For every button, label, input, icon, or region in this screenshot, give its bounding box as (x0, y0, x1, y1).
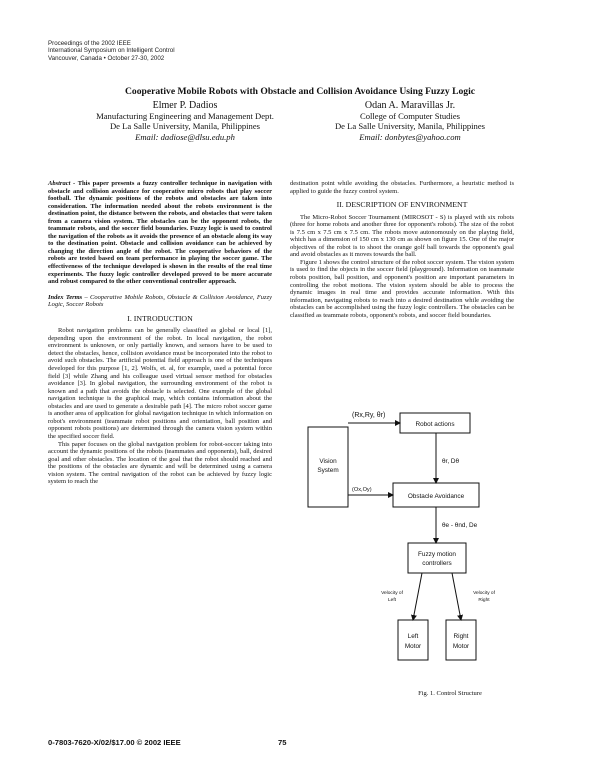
arrow-left-velocity (413, 573, 422, 620)
index-terms (48, 294, 272, 309)
proceedings-header (48, 40, 175, 62)
obstacle-pos-label: (Ox,Oy) (352, 487, 372, 493)
author-affiliation: De La Salle University, Manila, Philippines (334, 121, 486, 132)
paper-title: Cooperative Mobile Robots with Obstacle and Collision Avoidance Using Fuzzy Logic (125, 86, 475, 97)
fuzzy-label-1: Fuzzy motion (417, 551, 457, 558)
section-2-heading: II. DESCRIPTION OF ENVIRONMENT (336, 200, 468, 210)
left-column (48, 180, 272, 486)
author-block-2 (300, 101, 520, 142)
vel-right-label-2: Right (478, 598, 490, 603)
intro-paragraph-1: Robot navigation problems can be generally classified as global or local [1], depending upon the environment of the robot. In local navigation, the robot environment is unknown, or only partially known, and sensors have to be used to detect the obstacles, hence, collision avoidance must be incorporated into the robot to avoid such obstacles. The artificial potential field approach is one of the techniques developed for this purpose [1, 2]. Wolfs, et. al, for example, used a potential force field [3] while Zhang and his colleague used virtual sensor method for obstacles avoidance [3]. In global navigation, the surrounding environment of the robot is known and a path that avoids the obstacle is selected. One example of the global navigation technique is the graphical map, which contains information about the obstacles and are used to generate a desirable path [4]. The micro robot soccer game is another area of application for global navigation technique in which information on robot's environment (teammate robot positions and orientation, ball position and opponent robots positions) are determined through the camera vision system within the specified soccer field. (48, 327, 272, 440)
environment-paragraph-2: Figure 1 shows the control structure of the robot soccer system. The vision system is used to find the objects in the soccer field (playground). Information on teammate robots position, ball position, and opponent's position are important parameters in controlling the robot motions. The vision system should be able to process the dynamic images in real time and provides accurate information. With this information, navigating robots to reach into a desired destination while avoiding the obstacles can be accomplished using the fuzzy logic controllers. The obstacles can be classified as teammate robots, opponent's robots, and soccer field boundaries. (290, 258, 514, 319)
right-motor-box (446, 620, 476, 660)
author-dept: College of Computer Studies (359, 111, 460, 122)
page-number: 75 (278, 738, 287, 747)
right-column (290, 180, 514, 319)
vel-right-label-1: Velocity of (473, 591, 495, 596)
vel-left-label-1: Velocity of (381, 591, 403, 596)
robot-pos-label: (Rx,Ry, θr) (352, 412, 386, 419)
author-email: Email: donbytes@yahoo.com (359, 131, 461, 142)
environment-paragraph-1: The Micro-Robot Soccer Tournament (MIROSOT - S) is played with six robots (three for home robots and another three for opponent's robots). The size of the robot is 7.5 cm x 7.5 cm x 7.5 cm. The robots move autonomously on the playing field, which has a dimension of 150 cm x 130 cm as shown on figure 15. One of the major objectives of the robot is to shoot the orange golf ball towards the opponent's goal and avoid obstacles as it moves towards the ball. (290, 213, 514, 259)
section-1-heading: I. INTRODUCTION (127, 313, 193, 323)
figure-caption: Fig. 1. Control Structure (418, 690, 482, 697)
robot-actions-label: Robot actions (415, 421, 455, 428)
intro-paragraph-2: This paper focuses on the global navigation problem for robot-soccer taking into account the dynamic positions of the robots (teammates and opponents), ball, desired goal and other obstacles. The location of the goal that the robot should reached and the positions of the obstacles are dynamic and will be determined using a camera vision system. The central navigation of the robot can be achieved by fuzzy logic system to reach the (48, 440, 272, 486)
abstract-label: Abstract (48, 180, 71, 187)
fuzzy-label-2: controllers (422, 560, 452, 567)
author-affiliation: De La Salle University, Manila, Philippines (109, 121, 261, 132)
vision-label-2: System (317, 467, 339, 474)
author-block-1 (60, 101, 310, 142)
right-motor-label-2: Motor (452, 643, 470, 650)
vision-label-1: Vision (319, 458, 337, 465)
author-email: Email: dadiose@dlsu.edu.ph (135, 131, 235, 142)
left-motor-label-2: Motor (404, 643, 422, 650)
obstacle-label: Obstacle Avoidance (407, 493, 465, 500)
left-motor-box (398, 620, 428, 660)
abstract-text: - This paper presents a fuzzy controller technique in navigation with obstacle and collision avoidance for cooperative micro robots that play soccer football. The dynamic positions of the robots and obstacles are taken into consideration. The information needed about the robots environment is the destination point, the distance between the robots, and obstacles that were taken from a camera vision system. The obstacles can be the opponent robots, the teammate robots, and the soccer field boundaries. Fuzzy logic is used to control the navigation of the robots as it avoids the presence of an obstacle along its way to the destination point. Obstacle and collision avoidance can be achieved by changing the direction angle of the robot. The cooperative behaviors of the robots are tested based on team performance in playing the soccer game. The effectiveness of the technique developed is shown in the results of the real time experiments. The fuzzy logic controller developed proved to be more accurate and robust compared to the other conventional controller approach. (48, 180, 272, 286)
abstract (48, 180, 272, 286)
author-dept: Manufacturing Engineering and Management Dept. (96, 111, 274, 122)
arrow-right-velocity (452, 573, 461, 620)
theta-diff-label: θe - θnd, De (442, 522, 478, 529)
author-name: Elmer P. Dadios (152, 100, 218, 111)
header-line-1: Proceedings of the 2002 IEEE (48, 40, 131, 47)
index-terms-text: – Cooperative Mobile Robots, Obstacle & Collision Avoidance, Fuzzy Logic, Soccer Robots (48, 293, 272, 309)
vel-left-label-2: Left (387, 598, 397, 603)
right-column-intro: destination point while avoiding the obstacles. Furthermore, a heuristic method is applied to guide the fuzzy control system. (290, 180, 514, 195)
control-structure-figure (300, 405, 515, 687)
fuzzy-controller-box (408, 543, 466, 573)
left-motor-label-1: Left (407, 633, 419, 640)
header-line-2: International Symposium on Intelligent Control (48, 47, 175, 55)
author-name: Odan A. Maravillas Jr. (364, 100, 456, 111)
right-motor-label-1: Right (453, 633, 469, 640)
theta-label: θr, Dθ (442, 458, 460, 465)
index-terms-label: Index Terms (48, 293, 83, 301)
isbn-footer: 0-7803-7620-X/02/$17.00 © 2002 IEEE (48, 738, 181, 747)
header-line-3: Vancouver, Canada • October 27-30, 2002 (48, 54, 165, 62)
